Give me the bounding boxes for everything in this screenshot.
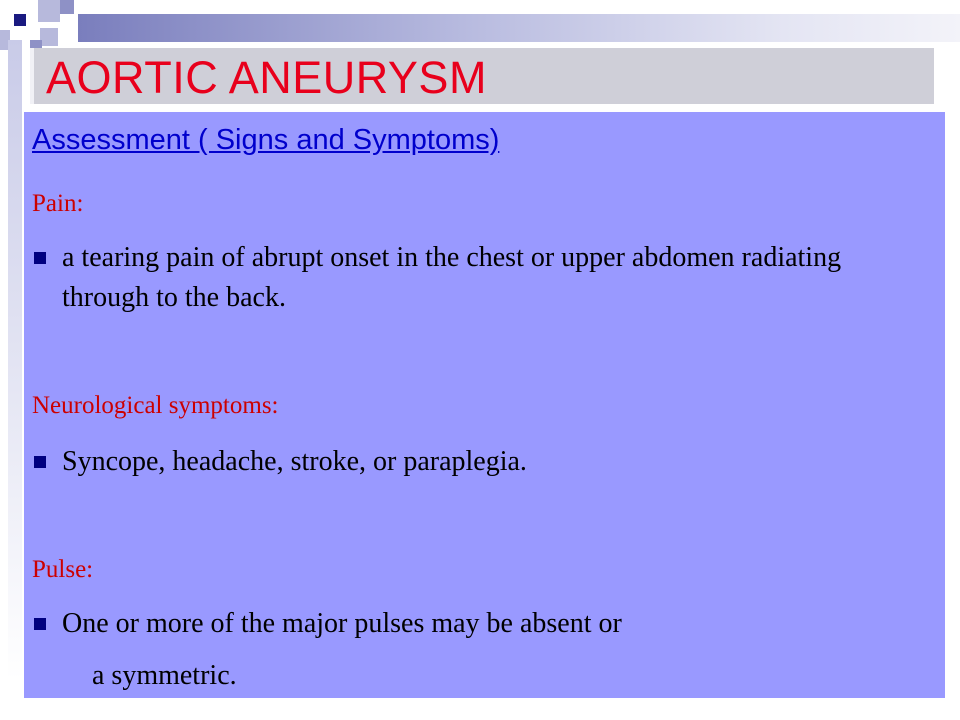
header-gradient-bar [78, 14, 960, 42]
corner-square-decoration [38, 0, 60, 22]
bullet-text: Syncope, headache, stroke, or paraplegia. [62, 446, 527, 477]
bullet-text: a tearing pain of abrupt onset in the chest or upper abdomen radiating through to the back. [62, 242, 842, 313]
section-label-neurological: Neurological symptoms: [32, 392, 279, 419]
bullet-square-icon [34, 618, 46, 630]
bullet-text: One or more of the major pulses may be absent or [62, 608, 622, 639]
left-gradient-strip [8, 40, 22, 680]
bullet-continuation-text: a symmetric. [92, 660, 237, 691]
bullet-square-icon [34, 252, 46, 264]
content-box [24, 112, 945, 698]
section-label-pain: Pain: [32, 190, 84, 217]
corner-square-decoration [14, 14, 26, 26]
slide-title: AORTIC ANEURYSM [46, 52, 487, 103]
section-label-pulse: Pulse: [32, 556, 94, 583]
bullet-square-icon [34, 456, 46, 468]
subheading: Assessment ( Signs and Symptoms) [32, 124, 500, 156]
corner-square-decoration [40, 28, 58, 46]
corner-square-decoration [60, 0, 74, 14]
